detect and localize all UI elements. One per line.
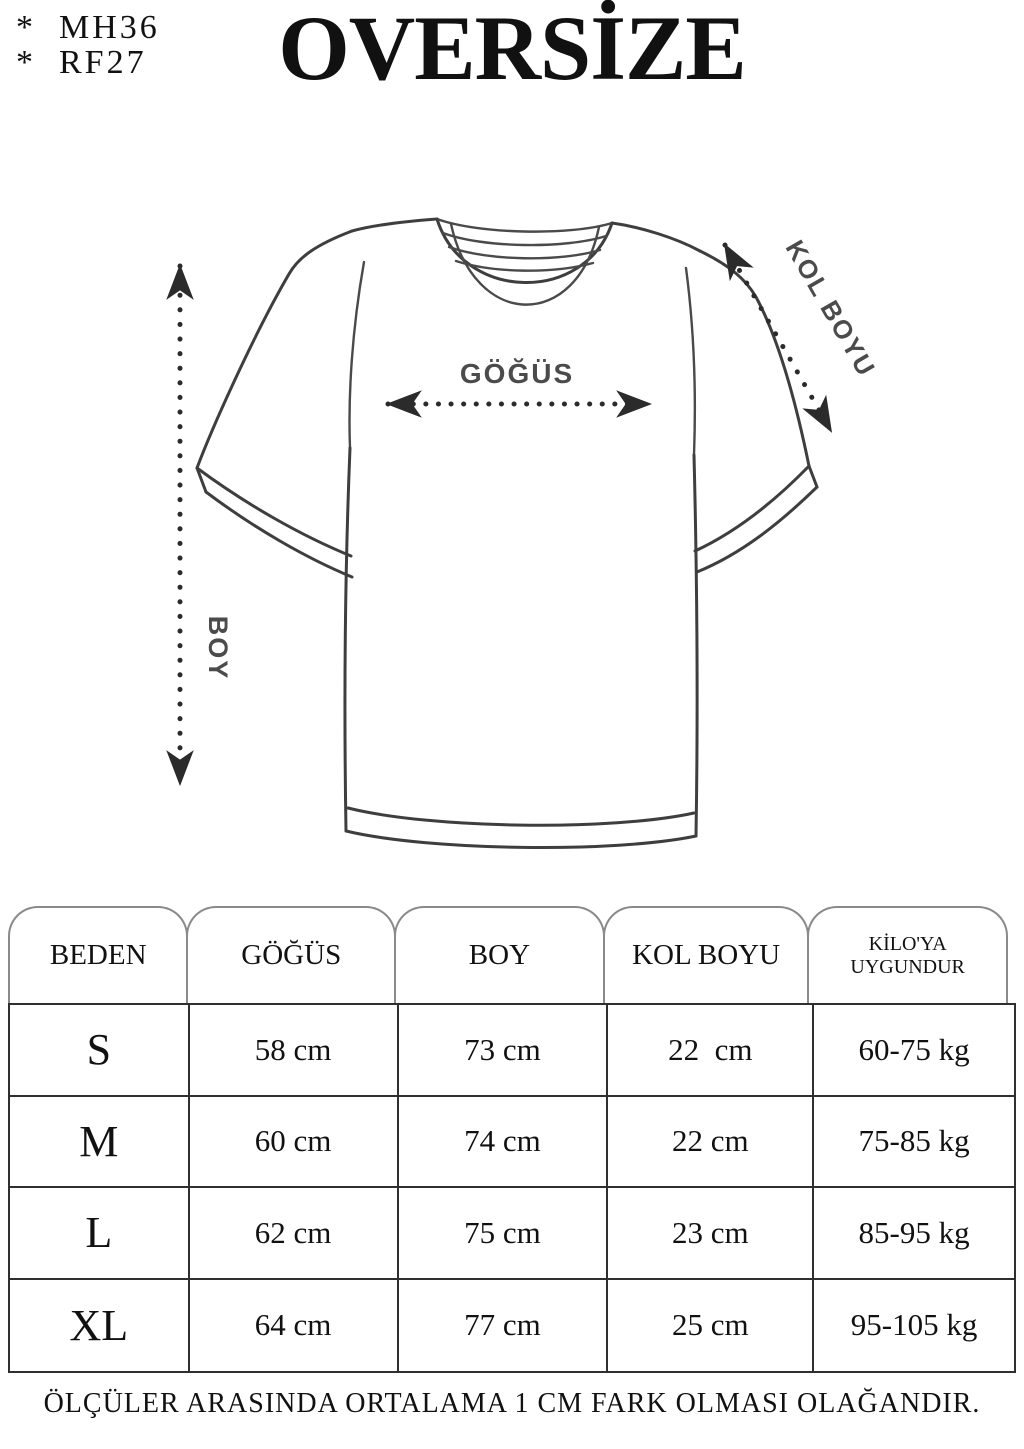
measurement-cell: 23 cm xyxy=(608,1188,814,1280)
size-label-cell: S xyxy=(10,1005,190,1097)
size-table xyxy=(8,1003,1016,1373)
measurement-cell: 75 cm xyxy=(399,1188,609,1280)
measurement-cell: 22 cm xyxy=(608,1005,814,1097)
weight-cell: 60-75 kg xyxy=(814,1005,1014,1097)
header-label: KİLO'YA UYGUNDUR xyxy=(850,932,965,978)
weight-cell: 95-105 kg xyxy=(850,1307,978,1343)
tshirt-outline-icon xyxy=(197,219,817,847)
header-label: KOL BOYU xyxy=(632,938,781,971)
chest-label: GÖĞÜS xyxy=(459,358,575,389)
header-label: BOY xyxy=(468,938,531,971)
length-label: BOY xyxy=(203,615,233,681)
weight-cell: 75-85 kg xyxy=(814,1097,1014,1189)
weight-cell: 85-95 kg xyxy=(814,1188,1014,1280)
size-label-cell: L xyxy=(10,1188,190,1280)
measurement-cell: 73 cm xyxy=(399,1005,609,1097)
size-label-cell: M xyxy=(10,1097,190,1189)
sleeve-label: KOL BOYU xyxy=(779,234,882,383)
header-tab-boy xyxy=(394,906,605,1003)
product-code: * RF27 xyxy=(16,44,147,82)
size-label-cell: XL xyxy=(10,1280,190,1372)
measurement-cell: 62 cm xyxy=(190,1188,399,1280)
size-table-header xyxy=(8,906,1016,1003)
header-label: BEDEN xyxy=(49,938,147,971)
measurement-cell: 25 cm xyxy=(608,1280,814,1372)
measurement-cell: 74 cm xyxy=(399,1097,609,1189)
measurement-cell: 60 cm xyxy=(190,1097,399,1189)
measurement-cell: 58 cm xyxy=(190,1005,399,1097)
product-code: * MH36 xyxy=(16,9,160,46)
header-tab-beden xyxy=(8,906,188,1003)
measurement-cell: 22 cm xyxy=(608,1097,814,1189)
tolerance-note: ÖLÇÜLER ARASINDA ORTALAMA 1 CM FARK OLMASI OLAĞANDIR. xyxy=(43,1388,981,1419)
header-tab-kol-boyu xyxy=(603,906,810,1003)
measurement-cell: 77 cm xyxy=(399,1280,609,1372)
header-label: GÖĞÜS xyxy=(241,938,342,971)
page-title: OVERSİZE xyxy=(278,0,746,99)
header-tab-gogus xyxy=(186,906,396,1003)
measurement-cell: 64 cm xyxy=(190,1280,399,1372)
header-tab-kilo xyxy=(807,906,1008,1003)
